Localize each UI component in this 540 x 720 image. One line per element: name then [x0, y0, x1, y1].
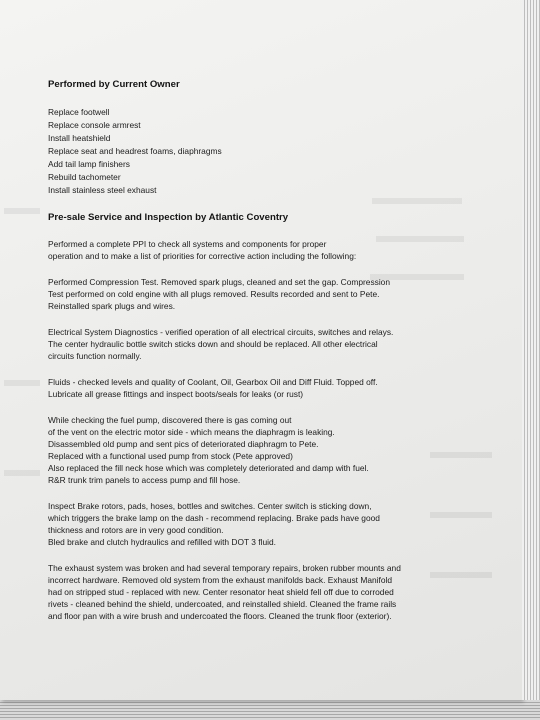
- paragraph-line: Replaced with a functional used pump from stock (Pete approved): [48, 451, 293, 461]
- exhaust-paragraph: [48, 562, 478, 622]
- paragraph-line: Test performed on cold engine with all plugs removed. Results recorded and sent to Pete.: [48, 289, 380, 299]
- document-body: [48, 78, 478, 636]
- owner-section-title: Performed by Current Owner: [48, 79, 180, 90]
- paragraph-line: The exhaust system was broken and had several temporary repairs, broken rubber mounts and: [48, 563, 401, 573]
- paragraph-line: which triggers the brake lamp on the dash - recommend replacing. Brake pads have good: [48, 513, 380, 523]
- bleed-through-mark: [4, 208, 40, 214]
- paragraph-line: Also replaced the fill neck hose which was completely deteriorated and damp with fuel.: [48, 463, 369, 473]
- list-item: Install heatshield: [48, 133, 111, 143]
- paragraph-line: Fluids - checked levels and quality of Coolant, Oil, Gearbox Oil and Diff Fluid. Topped off.: [48, 377, 378, 387]
- paragraph-line: Performed a complete PPI to check all systems and components for proper: [48, 239, 327, 249]
- paragraph-line: incorrect hardware. Removed old system from the exhaust manifolds back. Exhaust Manifold: [48, 575, 392, 585]
- paragraph-line: R&R trunk trim panels to access pump and fill hose.: [48, 475, 241, 485]
- paragraph-line: While checking the fuel pump, discovered there is gas coming out: [48, 415, 292, 425]
- paragraph-line: and floor pan with a wire brush and undercoated the floors. Cleaned the trunk floor (exterior).: [48, 611, 392, 621]
- paragraph-line: thickness and rotors are in very good condition.: [48, 525, 224, 535]
- compression-paragraph: [48, 276, 478, 312]
- bleed-through-mark: [4, 470, 40, 476]
- electrical-paragraph: [48, 326, 478, 362]
- list-item: Replace seat and headrest foams, diaphragms: [48, 146, 222, 156]
- service-section-title: Pre-sale Service and Inspection by Atlantic Coventry: [48, 212, 289, 223]
- paragraph-line: Lubricate all grease fittings and inspect boots/seals for leaks (or rust): [48, 389, 304, 399]
- paragraph-line: operation and to make a list of priorities for corrective action including the following:: [48, 251, 357, 261]
- paragraph-line: of the vent on the electric motor side - which means the diaphragm is leaking.: [48, 427, 335, 437]
- paragraph-line: The center hydraulic bottle switch sticks down and should be replaced. All other electrical: [48, 339, 378, 349]
- paragraph-line: rivets - cleaned behind the shield, undercoated, and reinstalled shield. Cleaned the frame rails: [48, 599, 397, 609]
- list-item: Install stainless steel exhaust: [48, 185, 157, 195]
- bleed-through-mark: [4, 380, 40, 386]
- list-item: Add tail lamp finishers: [48, 159, 130, 169]
- paragraph-line: Performed Compression Test. Removed spark plugs, cleaned and set the gap. Compression: [48, 277, 390, 287]
- brakes-paragraph: [48, 500, 478, 548]
- fluids-paragraph: [48, 376, 478, 400]
- list-item: Replace footwell: [48, 107, 110, 117]
- paragraph-line: Electrical System Diagnostics - verified operation of all electrical circuits, switches and relays.: [48, 327, 394, 337]
- ppi-paragraph: [48, 238, 478, 262]
- page-stack-edge: [522, 0, 540, 700]
- owner-work-list: [48, 106, 478, 197]
- service-section: [48, 211, 478, 622]
- paragraph-line: had on stripped stud - replaced with new. Center resonator heat shield fell off due to corroded: [48, 587, 394, 597]
- paragraph-line: Disassembled old pump and sent pics of deteriorated diaphragm to Pete.: [48, 439, 319, 449]
- paragraph-line: circuits function normally.: [48, 351, 142, 361]
- paragraph-line: Bled brake and clutch hydraulics and refilled with DOT 3 fluid.: [48, 537, 276, 547]
- list-item: Replace console armrest: [48, 120, 141, 130]
- paragraph-line: Inspect Brake rotors, pads, hoses, bottles and switches. Center switch is sticking down,: [48, 501, 372, 511]
- fuel-pump-paragraph: [48, 414, 478, 486]
- list-item: Rebuild tachometer: [48, 172, 121, 182]
- paragraph-line: Reinstalled spark plugs and wires.: [48, 301, 176, 311]
